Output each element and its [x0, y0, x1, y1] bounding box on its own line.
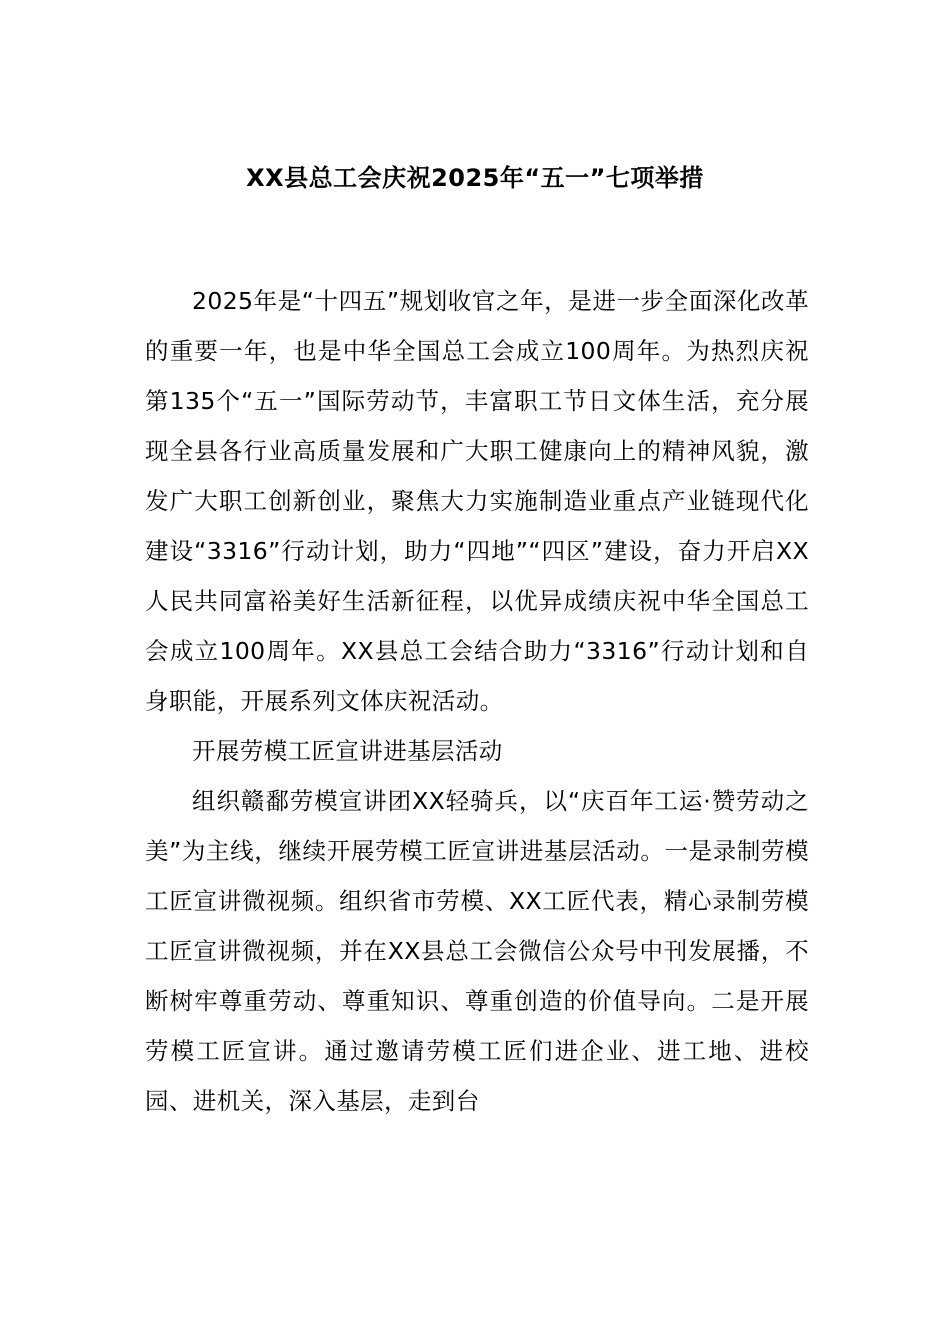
- section-paragraph: 组织赣鄱劳模宣讲团XX轻骑兵，以“庆百年工运·赞劳动之美”为主线，继续开展劳模工匠宣讲进基层活动。一是录制劳模工匠宣讲微视频。组织省市劳模、XX工匠代表，精心录制劳模工匠宣讲微视频，并在XX县总工会微信公众号中刊发展播，不断树牢尊重劳动、尊重知识、尊重创造的价值导向。二是开展劳模工匠宣讲。通过邀请劳模工匠们进企业、进工地、进校园、进机关，深入基层，走到台: [145, 787, 809, 1115]
- intro-paragraph: 2025年是“十四五”规划收官之年，是进一步全面深化改革的重要一年，也是中华全国总工会成立100周年。为热烈庆祝第135个“五一”国际劳动节，丰富职工节日文体生活，充分展现全县各行业高质量发展和广大职工健康向上的精神风貌，激发广大职工创新创业，聚焦大力实施制造业重点产业链现代化建设“3316”行动计划，助力“四地”“四区”建设，奋力开启XX人民共同富裕美好生活新征程，以优异成绩庆祝中华全国总工会成立100周年。XX县总工会结合助力“3316”行动计划和自身职能，开展系列文体庆祝活动。: [145, 287, 809, 715]
- document-body: [145, 276, 809, 1126]
- document-title: XX县总工会庆祝2025年“五一”七项举措: [246, 164, 704, 192]
- section-heading: 开展劳模工匠宣讲进基层活动: [192, 737, 503, 765]
